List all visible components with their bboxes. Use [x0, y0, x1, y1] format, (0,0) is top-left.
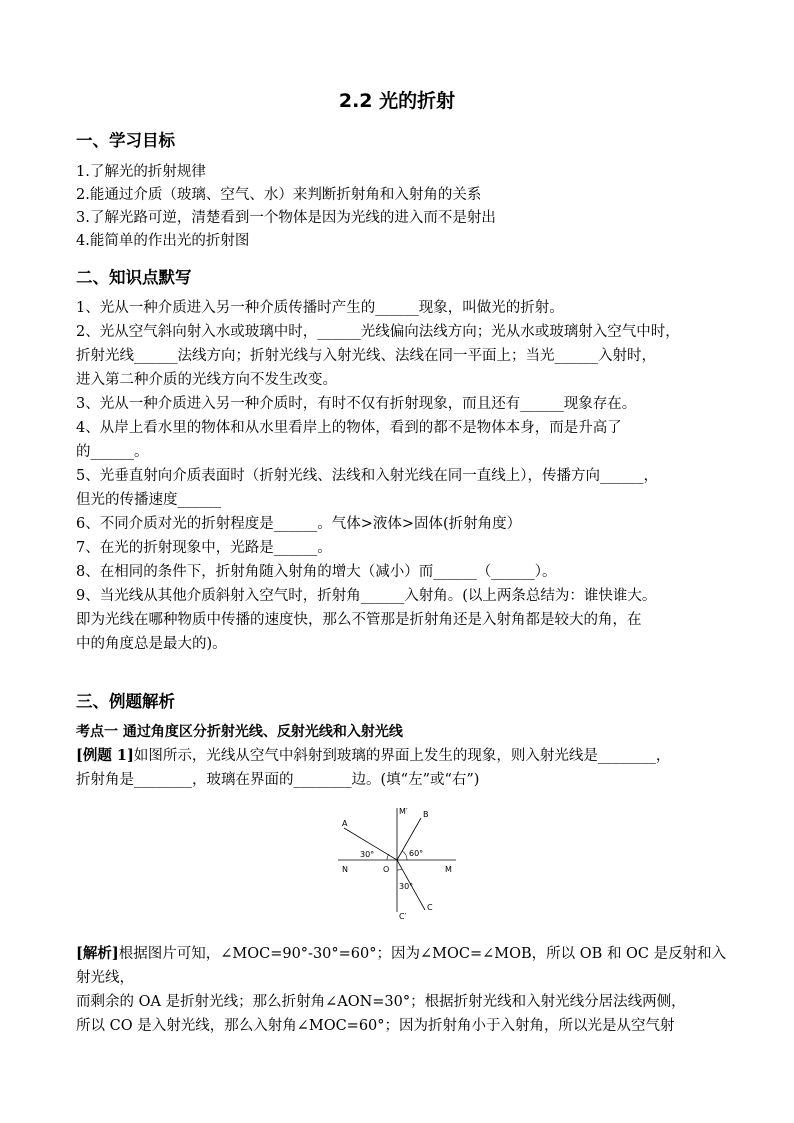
angle-arc-top-right — [402, 851, 407, 860]
example-line: 折射角是________，玻璃在界面的________边。(填“左”或“右”) — [76, 772, 480, 788]
knowledge-line: 8、在相同的条件下，折射角随入射角的增大（减小）而______（______）。 — [76, 564, 557, 580]
goal-item: 3.了解光路可逆，清楚看到一个物体是因为光线的进入而不是射出 — [76, 210, 496, 226]
goal-item: 2.能通过介质（玻璃、空气、水）来判断折射角和入射角的关系 — [76, 187, 482, 203]
knowledge-line: 9、当光线从其他介质斜射入空气时，折射角______入射角。(以上两条总结为：谁快谁大。 — [76, 588, 657, 604]
knowledge-line: 4、从岸上看水里的物体和从水里看岸上的物体，看到的都不是物体本身，而是升高了 — [76, 420, 622, 436]
knowledge-line: 6、不同介质对光的折射程度是______。气体>液体>固体(折射角度） — [76, 516, 522, 532]
section-heading-goals: 一、学习目标 — [76, 131, 175, 150]
knowledge-line: 中的角度总是最大的)。 — [76, 636, 227, 652]
knowledge-line: 进入第二种介质的光线方向不发生改变。 — [76, 372, 337, 388]
knowledge-line: 即为光线在哪种物质中传播的速度快，那么不管那是折射角还是入射角都是较大的角，在 — [76, 612, 642, 628]
knowledge-line: 但光的传播速度______ — [76, 492, 221, 508]
example-text: 如图所示，光线从空气中斜射到玻璃的界面上发生的现象，则入射光线是________， — [133, 748, 671, 764]
knowledge-line: 折射光线______法线方向；折射光线与入射光线、法线在同一平面上；当光______入射时， — [76, 348, 656, 364]
knowledge-line: 5、光垂直射向介质表面时（折射光线、法线和入射光线在同一直线上），传播方向______， — [76, 468, 658, 484]
label-o: O — [383, 865, 390, 874]
label-b: B — [423, 810, 429, 819]
example-label: [例题 1] — [76, 747, 134, 764]
section-heading-knowledge: 二、知识点默写 — [76, 268, 192, 287]
label-angle-60: 60° — [409, 849, 424, 858]
topic-subheading: 考点一 通过角度区分折射光线、反射光线和入射光线 — [76, 724, 403, 740]
goal-item: 1.了解光的折射规律 — [76, 164, 206, 180]
label-n: N — [342, 865, 348, 874]
example-line — [76, 746, 726, 766]
label-m-prime: M′ — [399, 807, 408, 816]
analysis-text: 根据图片可知，∠MOC=90°-30°=60°；因为∠MOC=∠MOB，所以 OB 和 OC 是反射和入 — [118, 946, 727, 962]
label-angle-30-left: 30° — [360, 850, 375, 859]
section-heading-examples: 三、例题解析 — [76, 692, 175, 711]
goal-item: 4.能简单的作出光的折射图 — [76, 233, 250, 249]
analysis-line: 射光线， — [76, 970, 134, 986]
analysis-line: 而剩余的 OA 是折射光线；那么折射角∠AON=30°；根据折射光线和入射光线分居法线两侧， — [76, 994, 686, 1010]
knowledge-line: 的______。 — [76, 444, 149, 460]
knowledge-line: 7、在光的折射现象中，光路是______。 — [76, 540, 332, 556]
knowledge-line: 2、光从空气斜向射入水或玻璃中时，______光线偏向法线方向；光从水或玻璃射入空气中时， — [76, 324, 680, 340]
label-c: C — [427, 903, 433, 912]
label-m: M — [445, 865, 452, 874]
label-a: A — [342, 819, 348, 828]
analysis-label: [解析] — [76, 945, 119, 962]
page-title: 2.2 光的折射 — [338, 90, 456, 112]
knowledge-line: 3、光从一种介质进入另一种介质时，有时不仅有折射现象，而且还有______现象存在。 — [76, 396, 637, 412]
analysis-line — [76, 944, 726, 964]
angle-arc-bottom — [397, 869, 402, 870]
label-c-prime: C′ — [399, 912, 407, 921]
refraction-diagram — [330, 800, 470, 922]
label-angle-30-bottom: 30° — [399, 882, 414, 891]
analysis-line: 所以 CO 是入射光线，那么入射角∠MOC=60°；因为折射角小于入射角，所以光是从空气射 — [76, 1018, 675, 1034]
knowledge-line: 1、光从一种介质进入另一种介质传播时产生的______现象，叫做光的折射。 — [76, 300, 564, 316]
